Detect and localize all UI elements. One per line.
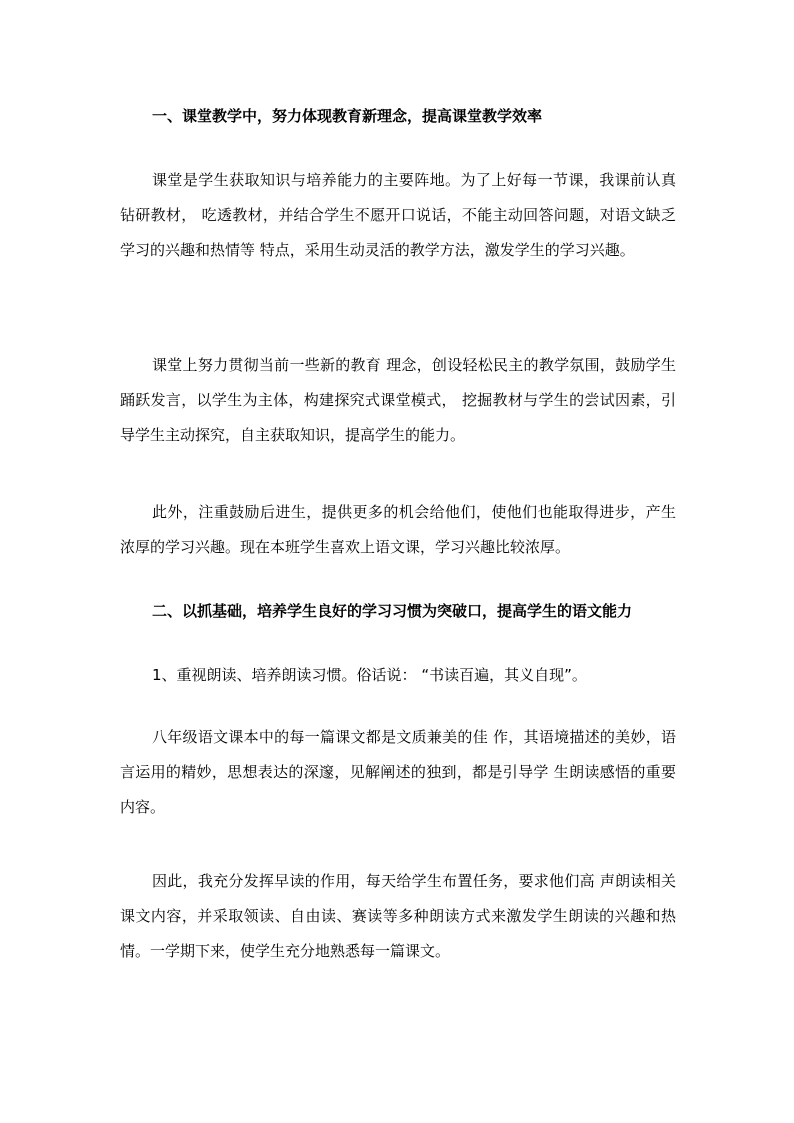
paragraph-3: 此外，注重鼓励后进生，提供更多的机会给他们，使他们也能取得进步，产生浓厚的学习兴趣。现在本班学生喜欢上语文课，学习兴趣比较浓厚。 (120, 503, 676, 556)
paragraph-5: 八年级语文课本中的每一篇课文都是文质兼美的佳 作，其语境描述的美妙，语言运用的精妙，思想表达的深邃，见解阐述的独到，都是引导学 生朗读感悟的重要内容。 (120, 728, 676, 816)
section-heading-1: 一、课堂教学中，努力体现教育新理念，提高课堂教学效率 (152, 107, 543, 125)
paragraph-2: 课堂上努力贯彻当前一些新的教育 理念，创设轻松民主的教学氛围，鼓励学生踊跃发言，以学生为主体，构建探究式课堂模式， 挖掘教材与学生的尝试因素，引导学生主动探究，自主获取知识，提高学生的能力。 (120, 356, 676, 444)
paragraph-1: 课堂是学生获取知识与培养能力的主要阵地。为了上好每一节课，我课前认真钻研教材， 吃透教材，并结合学生不愿开口说话，不能主动回答问题，对语文缺乏学习的兴趣和热情等 特点，采用生动灵活的教学方法，激发学生的学习兴趣。 (120, 171, 676, 259)
paragraph-4: 1、重视朗读、培养朗读习惯。俗话说： “书读百遍，其义自现”。 (152, 666, 587, 684)
section-heading-2: 二、以抓基础，培养学生良好的学习习惯为突破口，提高学生的语文能力 (152, 602, 633, 620)
paragraph-6: 因此，我充分发挥早读的作用，每天给学生布置任务，要求他们高 声朗读相关课文内容，并采取领读、自由读、赛读等多种朗读方式来激发学生朗读的兴趣和热情。一学期下来，使学生充分地熟悉每一篇课文。 (120, 872, 676, 960)
